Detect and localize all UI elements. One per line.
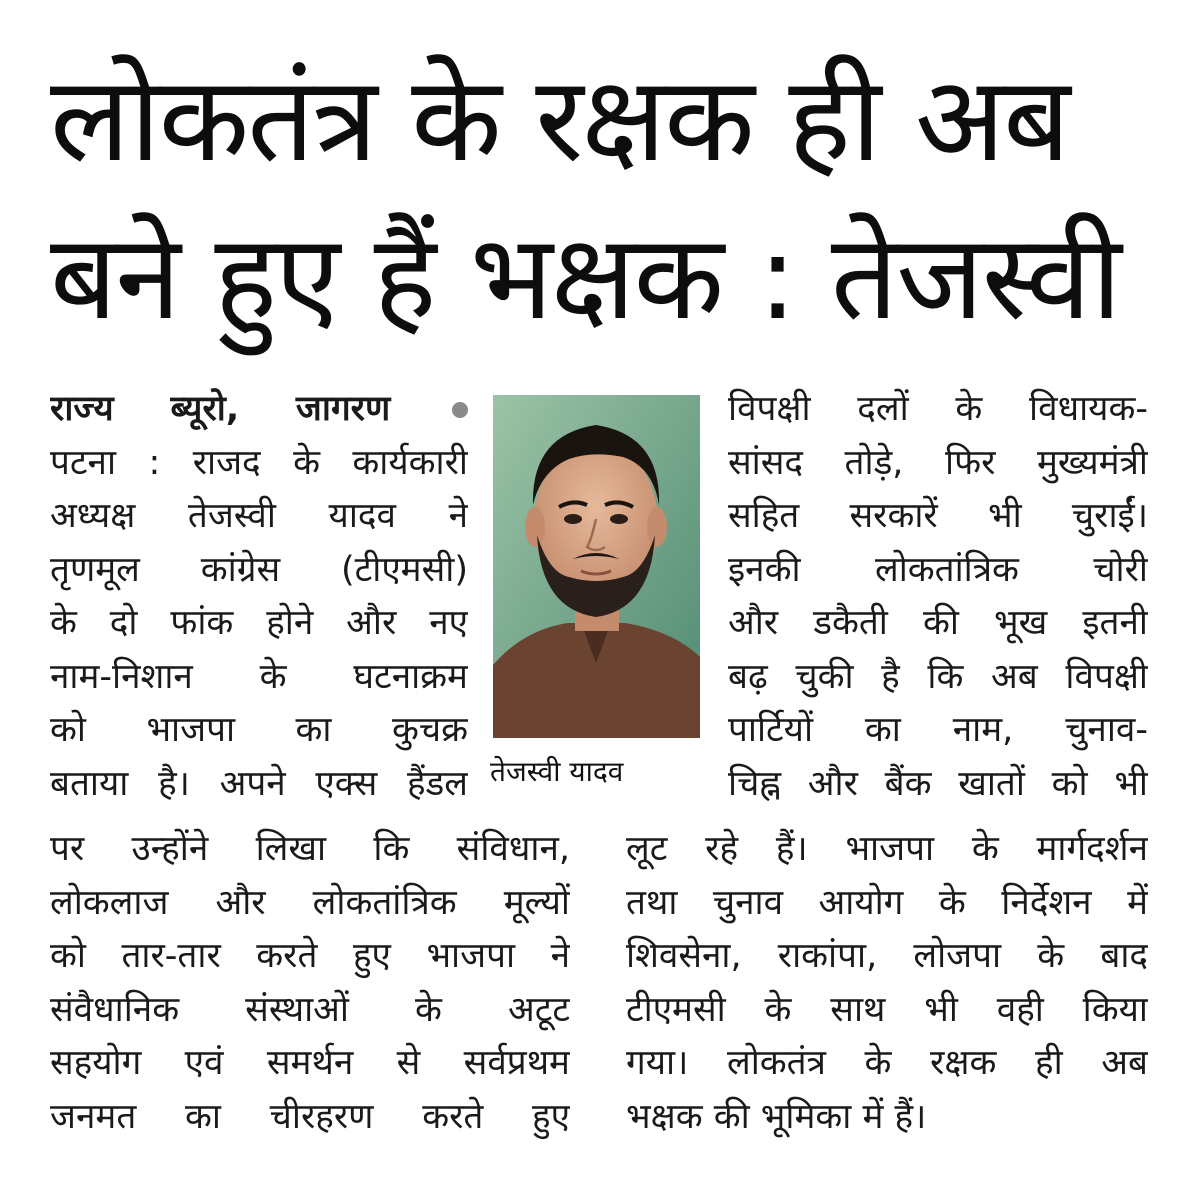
article-line: चिह्न और बैंक खातों को भी [728, 763, 1148, 804]
article-line: लूट रहे हैं। भाजपा के मार्गदर्शन [626, 829, 1148, 869]
article-line: अध्यक्ष तेजस्वी यादव ने [50, 496, 468, 536]
article-line: विपक्षी दलों के विधायक- [728, 389, 1148, 429]
article-line: जनमत का चीरहरण करते हुए [50, 1096, 570, 1137]
article-line: शिवसेना, राकांपा, लोजपा के बाद [626, 936, 1148, 976]
portrait-illustration [493, 395, 700, 738]
article-line: सांसद तोड़े, फिर मुख्यमंत्री [728, 442, 1148, 483]
article-line: बताया है। अपने एक्स हैंडल [50, 763, 468, 804]
article-line: सहित सरकारें भी चुराईं। [728, 496, 1148, 536]
article-column-left-top [50, 383, 468, 811]
photo-caption: तेजस्वी यादव [490, 755, 624, 788]
article-line: लोकलाज और लोकतांत्रिक मूल्यों [50, 882, 570, 923]
article-column-right-bottom [626, 823, 1148, 1144]
headline [50, 40, 1150, 356]
article-line: के दो फांक होने और नए [50, 603, 468, 643]
headline-line-2: बने हुए हैं भक्षक : तेजस्वी [50, 208, 1120, 346]
bullet-dot-icon [452, 402, 468, 418]
article-line: सहयोग एवं समर्थन से सर्वप्रथम [50, 1043, 570, 1083]
headline-line-1: लोकतंत्र के रक्षक ही अब [50, 50, 1069, 188]
article-line: गया। लोकतंत्र के रक्षक ही अब [626, 1043, 1148, 1083]
article-line: को भाजपा का कुचक्र [50, 710, 468, 750]
article-line: पटना : राजद के कार्यकारी [50, 442, 468, 483]
article-line: को तार-तार करते हुए भाजपा ने [50, 936, 570, 976]
article-line: टीएमसी के साथ भी वही किया [626, 989, 1148, 1030]
article-line: तृणमूल कांग्रेस (टीएमसी) [50, 549, 468, 590]
article-line: पार्टियों का नाम, चुनाव- [728, 710, 1148, 750]
article-line: बढ़ चुकी है कि अब विपक्षी [728, 656, 1148, 697]
article-line: इनकी लोकतांत्रिक चोरी [728, 549, 1148, 590]
article-column-right-top [728, 383, 1148, 811]
article-line: पर उन्होंने लिखा कि संविधान, [50, 829, 570, 869]
article-line: भक्षक की भूमिका में हैं। [626, 1096, 927, 1137]
article-column-left-bottom [50, 823, 570, 1144]
article-line: और डकैती की भूख इतनी [728, 603, 1148, 643]
dateline: राज्य ब्यूरो, जागरण [50, 389, 391, 429]
article-line: संवैधानिक संस्थाओं के अटूट [50, 989, 570, 1030]
article-line: नाम-निशान के घटनाक्रम [50, 656, 468, 697]
tejashwi-yadav-photo [493, 395, 700, 738]
dateline-row [50, 383, 468, 437]
article-line: तथा चुनाव आयोग के निर्देशन में [626, 882, 1148, 923]
